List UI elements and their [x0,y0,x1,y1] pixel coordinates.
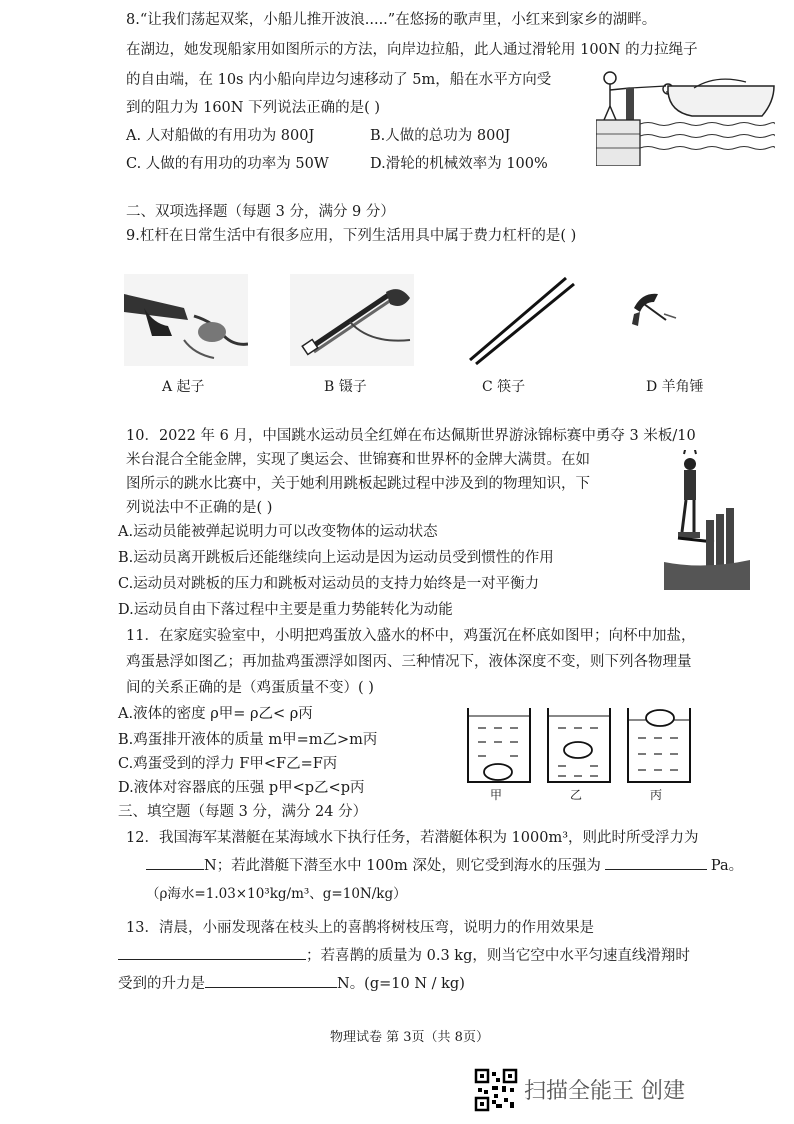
q8-line-3: 的自由端，在 10s 内小船向岸边匀速移动了 5m，船在水平方向受 [126,72,552,88]
q13-line-2 [118,944,690,965]
claw-hammer-image [624,284,684,334]
cup-label-jia: 甲 [490,788,503,802]
q8-option-d: D.滑轮的机械效率为 100% [370,156,548,172]
q13-line-1: 13．清晨，小丽发现落在枝头上的喜鹊将树枝压弯，说明力的作用效果是 [126,920,594,936]
q10-option-c: C.运动员对跳板的压力和跳板对运动员的支持力始终是一对平衡力 [118,576,540,592]
q13-blank-1[interactable] [118,945,306,960]
page-footer: 物理试卷 第 3页（共 8页） [330,1030,489,1045]
q11-line-2: 鸡蛋悬浮如图乙；再加盐鸡蛋漂浮如图丙、三种情况下，液体深度不变，则下列各物理量 [126,654,692,670]
q12-line-2 [146,854,743,875]
section-3-title: 三、填空题（每题 3 分，满分 24 分） [118,804,368,820]
q12-blank-1[interactable] [146,855,204,870]
q9-label-d: D 羊角锤 [646,379,704,395]
q11-line-1: 11．在家庭实验室中，小明把鸡蛋放入盛水的杯中，鸡蛋沉在杯底如图甲；向杯中加盐， [126,628,696,644]
q10-line-2: 米台混合全能金牌，实现了奥运会、世锦赛和世界杯的金牌大满贯。在如 [126,452,590,468]
q13-line-3-unit: N。(g=10 N / kg) [337,976,465,992]
q9-label-a: A 起子 [162,379,205,395]
qr-code-icon [474,1068,518,1112]
q8-line-2: 在湖边，她发现船家用如图所示的方法，向岸边拉船，此人通过滑轮用 100N 的力拉绳子 [126,42,698,58]
q8-option-a: A. 人对船做的有用功为 800J [126,128,315,144]
diver-springboard-figure [664,450,750,590]
q11-option-a: A.液体的密度 ρ甲= ρ乙< ρ丙 [118,706,313,722]
q11-option-c: C.鸡蛋受到的浮力 F甲<F乙=F丙 [118,756,338,772]
q9-label-b: B 镊子 [324,379,367,395]
q12-line-2-unit: Pa。 [710,858,744,874]
cup-label-yi: 乙 [570,788,583,802]
q10-line-4: 列说法中不正确的是( ) [126,500,273,516]
scanner-watermark: 扫描全能王 创建 [524,1079,685,1104]
q11-option-b: B.鸡蛋排开液体的质量 m甲=m乙>m丙 [118,732,378,748]
q13-line-3 [118,972,465,993]
q11-option-d: D.液体对容器底的压强 p甲<p乙<p丙 [118,780,365,796]
q13-blank-2[interactable] [205,973,337,988]
egg-cups-figure [464,706,704,786]
q10-line-3: 图所示的跳水比赛中，关于她利用跳板起跳过程中涉及到的物理知识，下 [126,476,590,492]
q10-option-a: A.运动员能被弹起说明力可以改变物体的运动状态 [118,524,438,540]
q13-line-2-text: ；若喜鹊的质量为 0.3 kg，则当它空中水平匀速直线滑翔时 [306,948,690,964]
cup-label-bing: 丙 [650,788,663,802]
q10-option-d: D.运动员自由下落过程中主要是重力势能转化为动能 [118,602,453,618]
chopsticks-image [458,274,582,366]
q12-line-1: 12．我国海军某潜艇在某海域水下执行任务，若潜艇体积为 1000m³，则此时所受浮力为 [126,830,699,846]
q10-line-1: 10．2022 年 6 月，中国跳水运动员全红婵在布达佩斯世界游泳锦标赛中勇夺 3 米板/10 [126,428,696,444]
bottle-opener-image [124,274,248,366]
q9-label-c: C 筷子 [482,379,526,395]
q8-line-1: 8.“让我们荡起双桨，小船儿推开波浪.....”在悠扬的歌声里，小红来到家乡的湖畔。 [126,12,657,28]
q8-option-b: B.人做的总功为 800J [370,128,511,144]
q9-stem: 9.杠杆在日常生活中有很多应用，下列生活用具中属于费力杠杆的是( ) [126,228,577,244]
q8-option-c: C. 人做的有用功的功率为 50W [126,156,329,172]
q8-line-4: 到的阻力为 160N 下列说法正确的是( ) [126,100,381,116]
q11-line-3: 间的关系正确的是（鸡蛋质量不变）( ) [126,680,374,696]
q12-blank-2[interactable] [605,855,707,870]
q12-line-3: （ρ海水=1.03×10³kg/m³、g=10N/kg） [146,886,407,902]
q13-line-3-text: 受到的升力是 [118,976,205,992]
q12-line-2-text: N；若此潜艇下潜至水中 100m 深处，则它受到海水的压强为 [204,858,601,874]
tweezers-image [290,274,414,366]
section-2-title: 二、双项选择题（每题 3 分，满分 9 分） [126,204,395,220]
boat-pulley-figure [596,62,776,166]
q10-option-b: B.运动员离开跳板后还能继续向上运动是因为运动员受到惯性的作用 [118,550,554,566]
